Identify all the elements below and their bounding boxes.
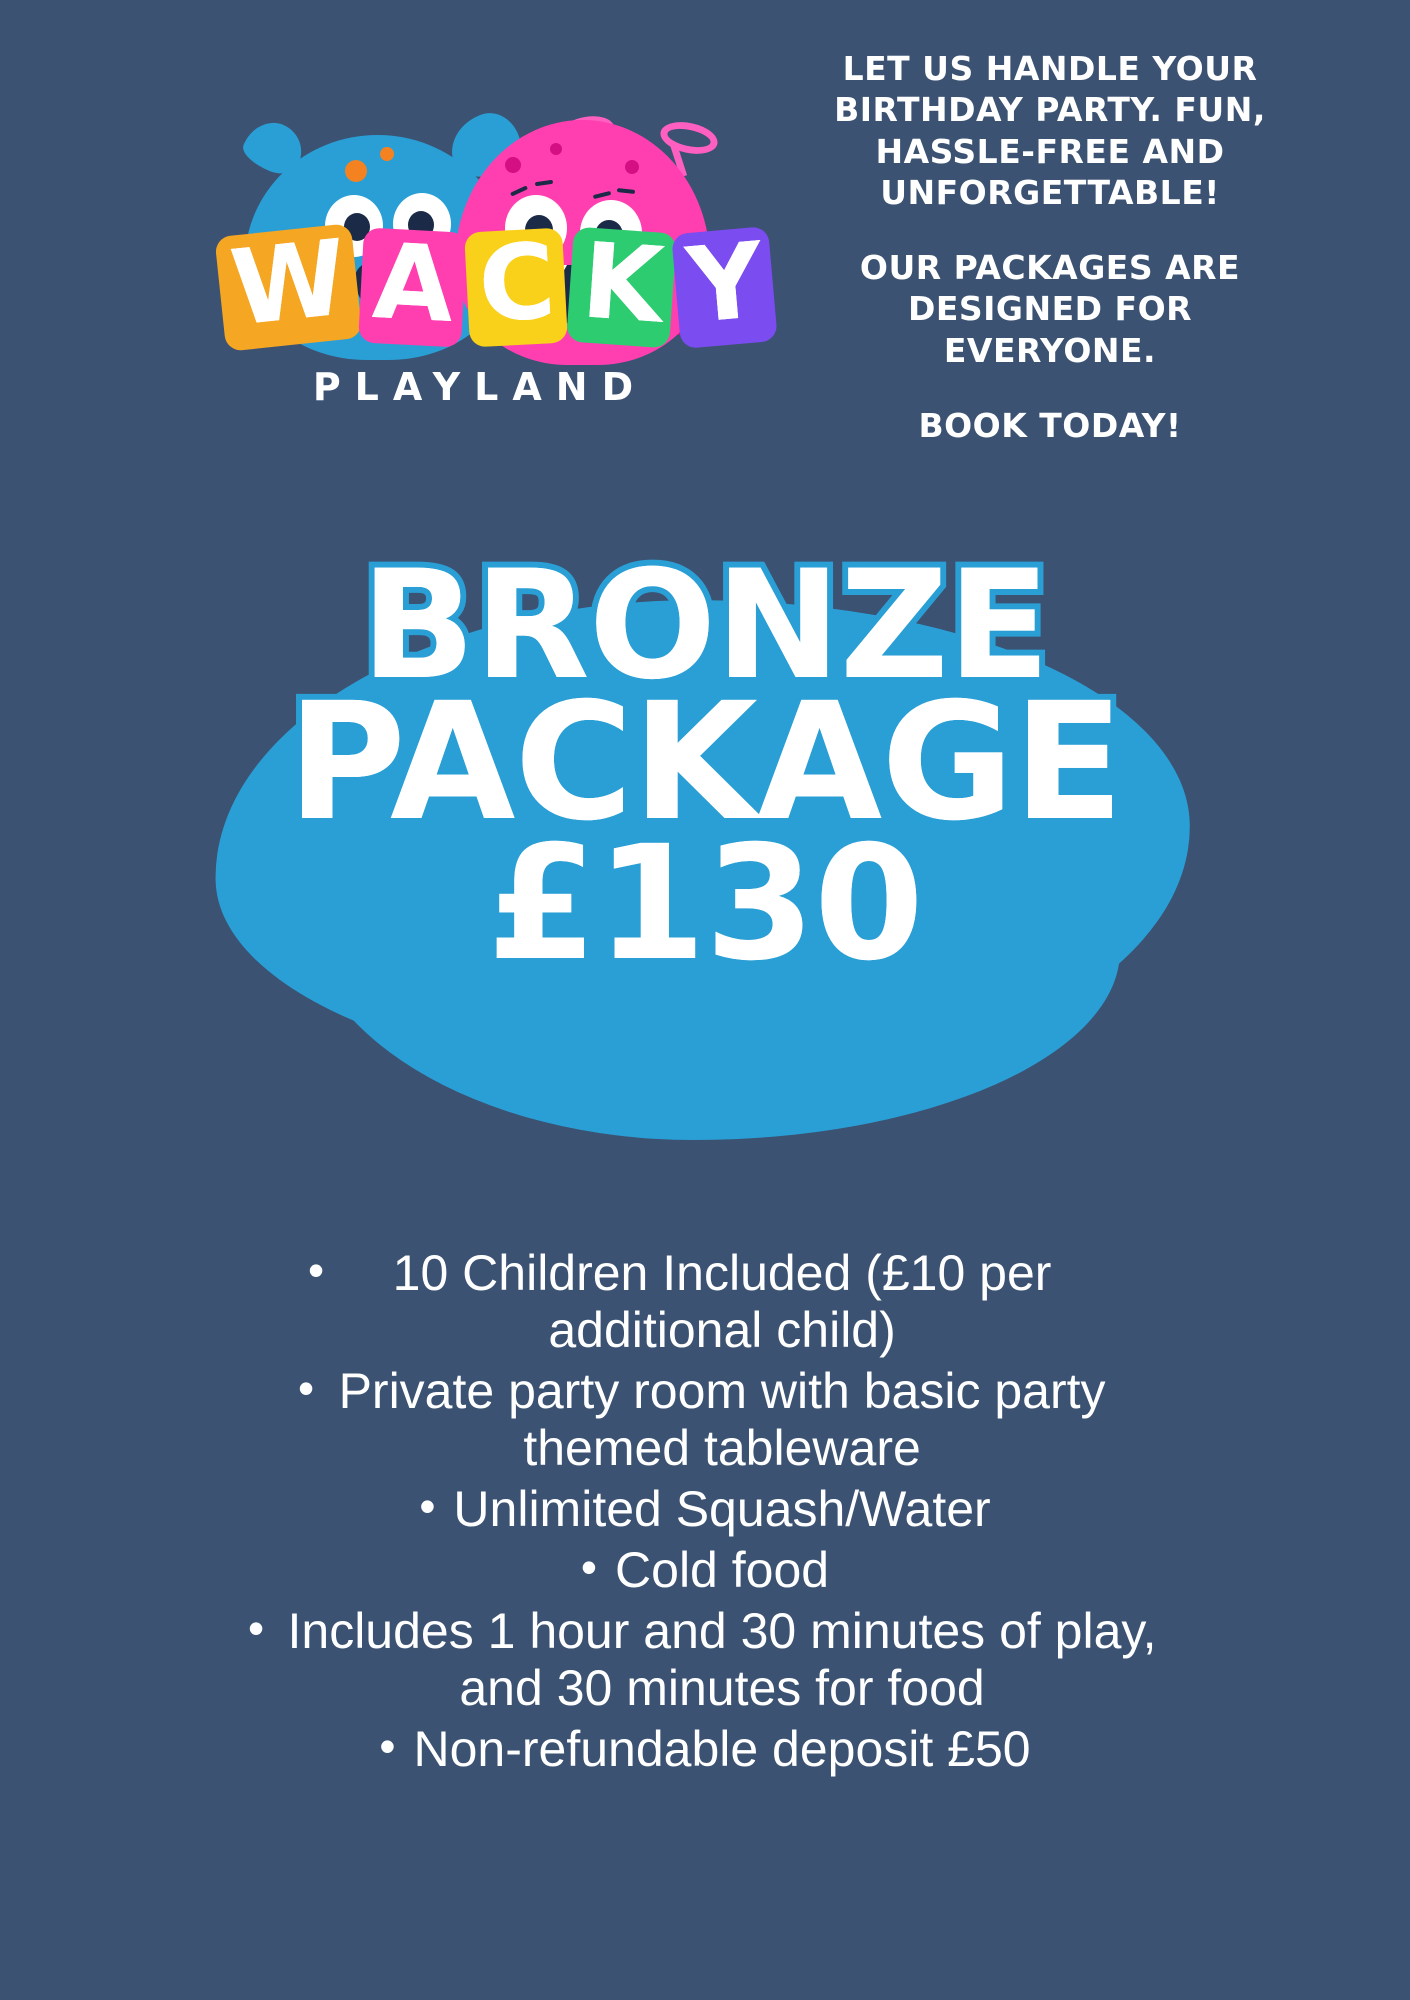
brand-logo [170, 45, 790, 485]
header-copy [800, 48, 1300, 446]
title-line-1: BRONZE [360, 539, 1050, 713]
pink-monster-spot-icon [550, 143, 562, 155]
bullet-icon: • [379, 1720, 396, 1772]
blue-monster-spot-icon [380, 147, 394, 161]
list-item [120, 1603, 1290, 1717]
package-title-block [0, 539, 1410, 1180]
bullet-icon: • [297, 1362, 315, 1414]
wordmark-letter: W [214, 223, 362, 351]
brand-wordmark [220, 216, 773, 350]
feature-list [120, 1245, 1290, 1782]
feature-text: Private party room with basic party themed tableware [338, 1363, 1106, 1476]
feature-text: Includes 1 hour and 30 minutes of play, and 30 minutes for food [287, 1603, 1157, 1716]
wordmark-letter: Y [671, 226, 778, 349]
list-item [120, 1481, 1290, 1538]
blue-monster-spot-icon [345, 160, 367, 182]
wordmark-letter: K [566, 227, 676, 349]
poster-header [0, 0, 1410, 510]
bullet-icon: • [247, 1602, 265, 1654]
title-price: £130 [487, 811, 923, 996]
header-paragraph-3: BOOK TODAY! [918, 405, 1182, 445]
header-paragraph-1: LET US HANDLE YOUR BIRTHDAY PARTY. FUN, HASSLE-FREE AND UNFORGETTABLE! [834, 49, 1266, 212]
list-item [120, 1542, 1290, 1599]
feature-text: Unlimited Squash/Water [453, 1481, 991, 1537]
bullet-icon: • [307, 1244, 325, 1296]
brand-subtitle: PLAYLAND [312, 365, 648, 409]
bullet-icon: • [580, 1541, 598, 1593]
pink-monster-spot-icon [625, 160, 639, 174]
package-title [0, 539, 1410, 996]
list-item [120, 1363, 1290, 1477]
pink-monster-spot-icon [505, 157, 521, 173]
pink-monster-antenna-icon [658, 117, 721, 158]
wordmark-letter: C [464, 228, 568, 348]
list-item [120, 1245, 1290, 1359]
feature-text: 10 Children Included (£10 per additional child) [392, 1245, 1052, 1358]
title-line-2: PACKAGE [287, 669, 1123, 857]
feature-text: Cold food [615, 1542, 830, 1598]
feature-text: Non-refundable deposit £50 [413, 1721, 1031, 1777]
list-item [120, 1721, 1290, 1778]
header-paragraph-2: OUR PACKAGES ARE DESIGNED FOR EVERYONE. [859, 248, 1241, 370]
bullet-icon: • [419, 1480, 436, 1532]
wordmark-letter: A [358, 227, 466, 347]
